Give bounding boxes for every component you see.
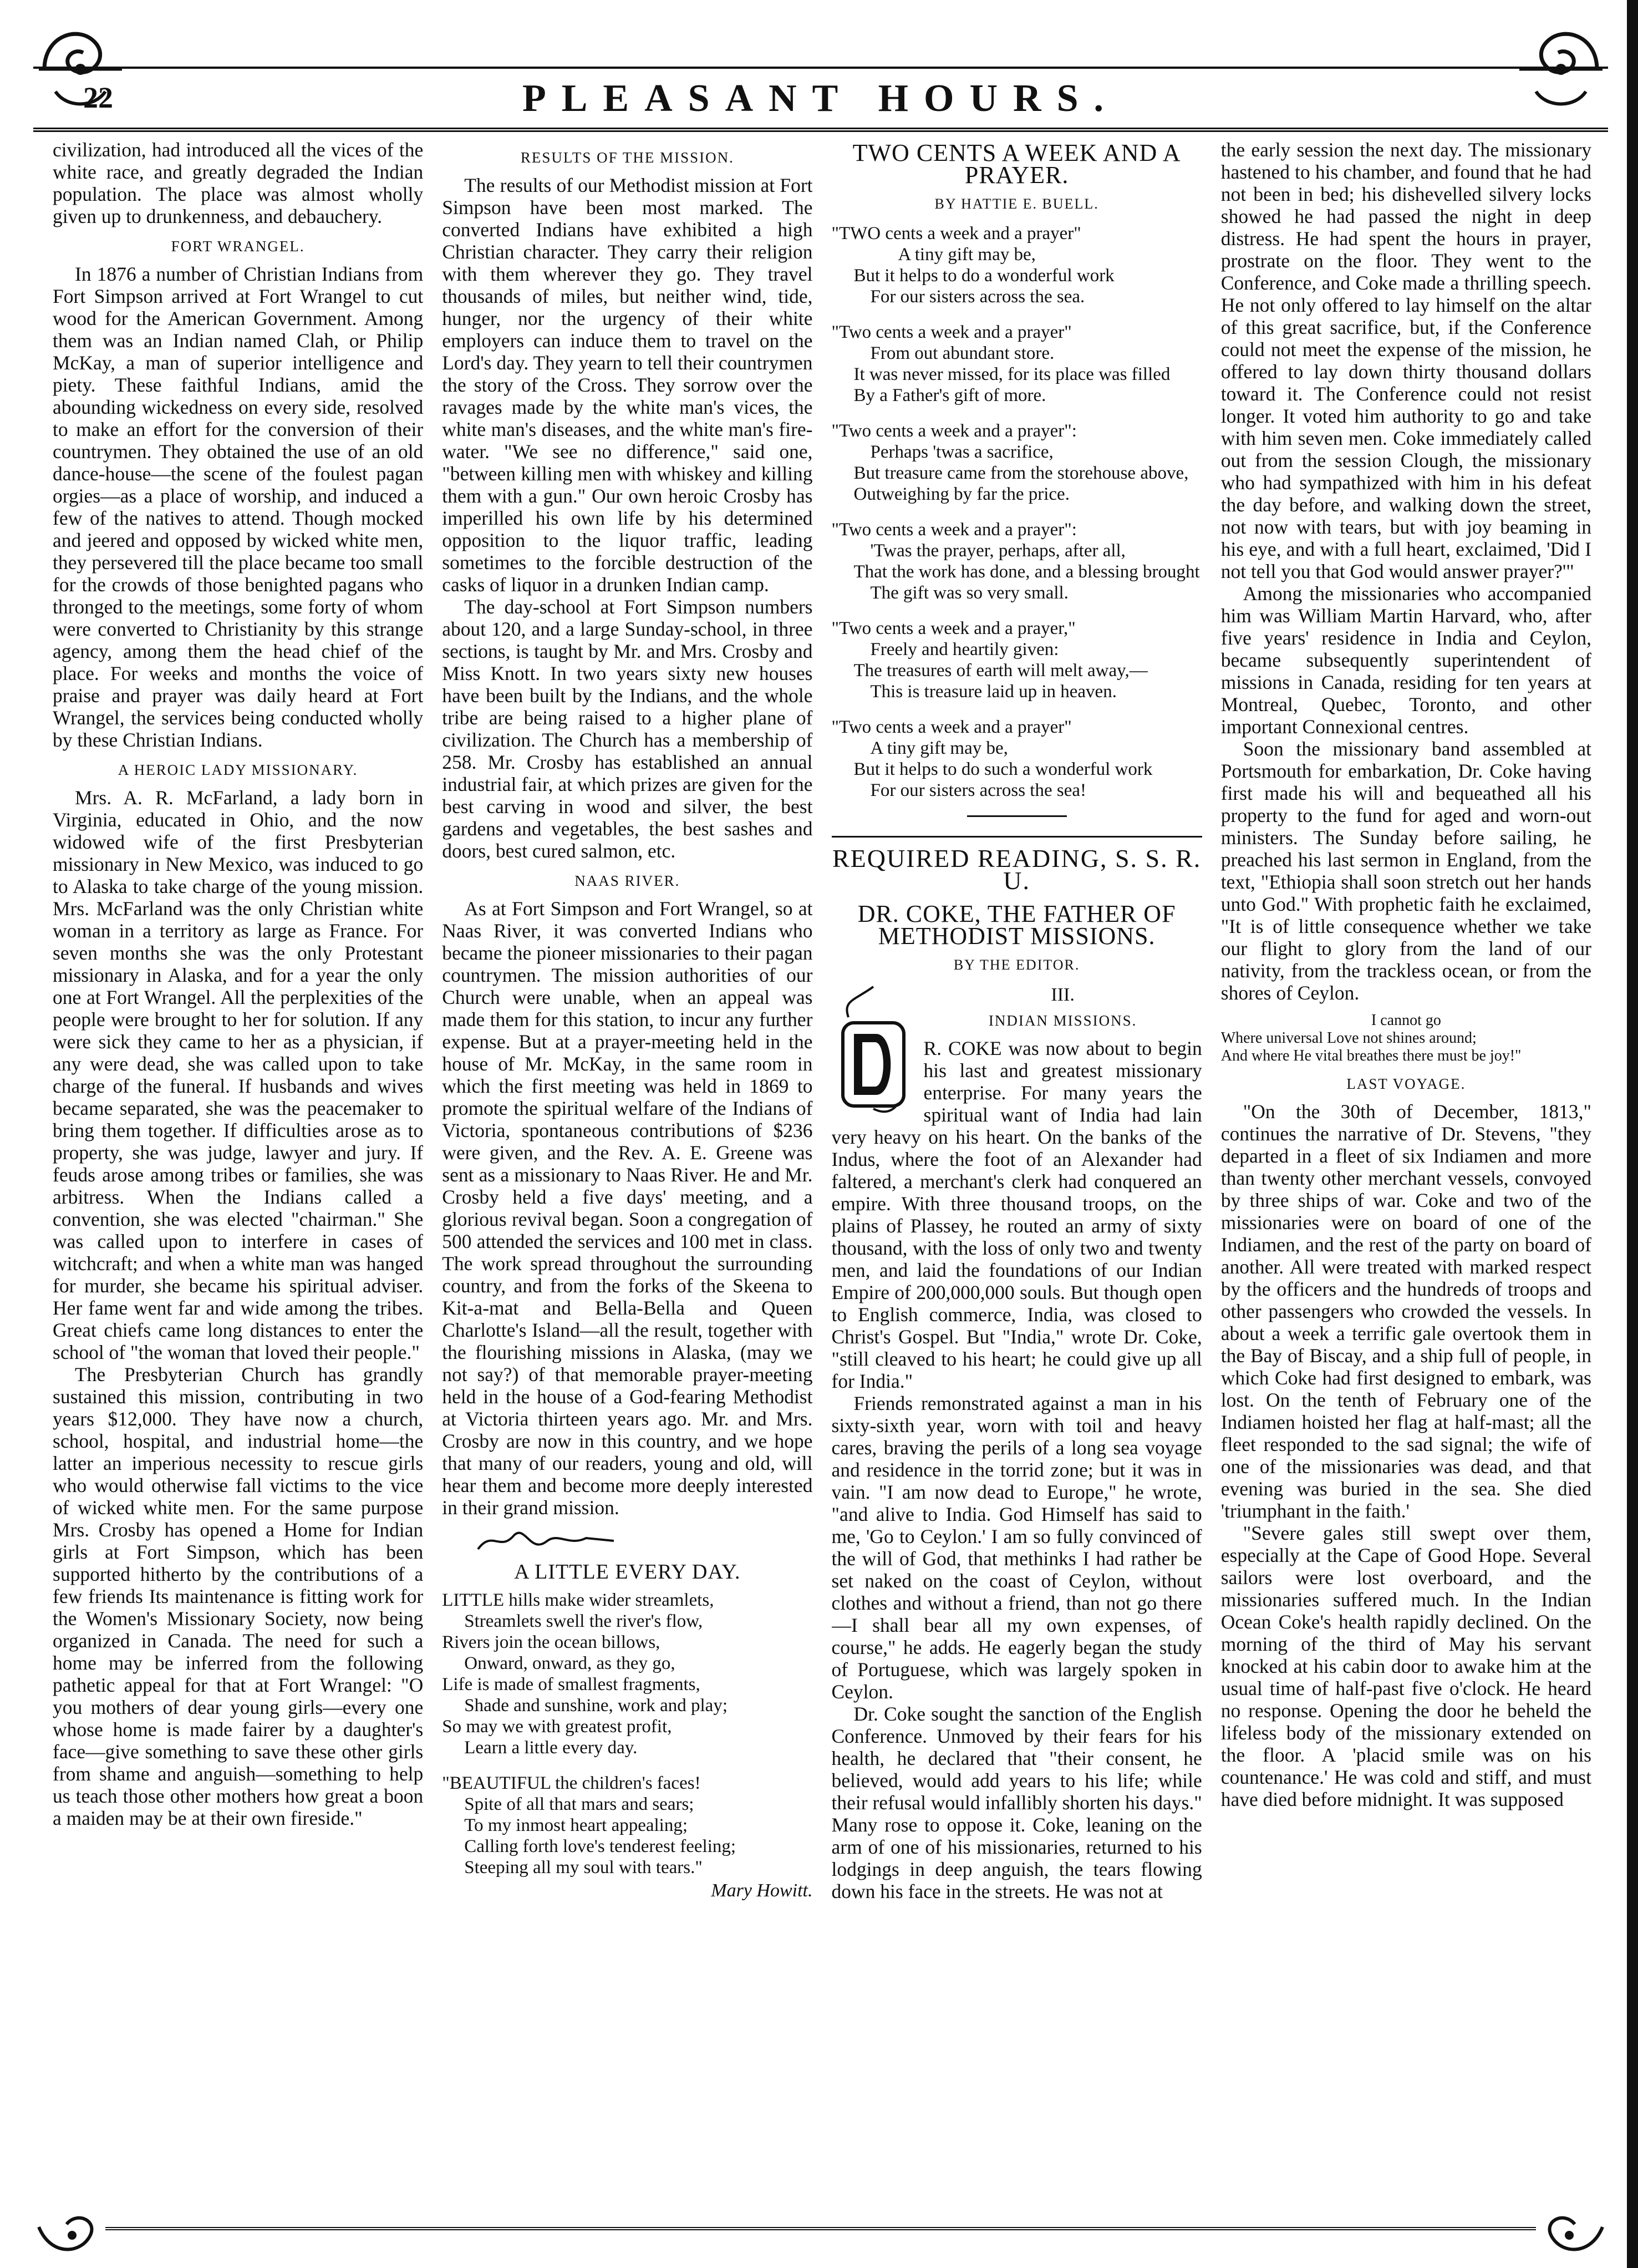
paragraph: "On the 30th of December, 1813," continues the narrative of Dr. Stevens, "they departed in a fleet of six Indiamen and more than twenty other merchant vessels, convoyed by three ships of war. Coke and two of the missionaries were on board of one of the Indiamen, and the rest of the party on board of another. All were treated with marked respect by the officers and the hundreds of troops and other passengers who crowded the vessels. In about a week a terrific gale overtook them in the Bay of Biscay, and a ship full of people, in which Coke had first designed to embark, was lost. On the tenth of February one of the Indiamen hoisted her flag at half-mast; all the fleet responded to the sad signal; the wife of one of the missionaries was dead, and that evening was buried in the sea. She died 'triumphant in the faith.'	[1220, 1100, 1591, 1522]
handwritten-mark-icon	[475, 1524, 619, 1557]
poem-title: TWO CENTS A WEEK AND A PRAYER.	[852, 139, 1181, 189]
quote-line: Where universal Love not shines around;	[1220, 1029, 1477, 1047]
paragraph: Friends remonstrated against a man in his sixty-sixth year, worn with toil and heavy cares, braving the perils of a long sea voyage and residence in the torrid zone; but it was in vain. "I am now dead to Europe," he wrote, "and alive to India. God Himself has said to me, 'Go to Ceylon.' I am so fully convinced of the will of God, that methinks I had rather be set naked on the coast of Ceylon, without clothes and without a friend, than not go there—I shall bear all my own expenses, of course," he adds. He eagerly began the study of Portuguese, which was largely spoken in Ceylon.	[831, 1392, 1202, 1703]
footer-rule	[105, 2227, 1536, 2230]
page-number: 22	[83, 81, 113, 114]
section-heading-heroic-lady: A HEROIC LADY MISSIONARY.	[118, 762, 358, 778]
paragraph: Among the missionaries who accompanied him was William Martin Harvard, who, after five years' residence in India and Ceylon, became subsequently superintendent of missions in Canada, residing for ten years at Montreal, Quebec, Toronto, and other important Connexional centres.	[1220, 582, 1591, 738]
paragraph: Dr. Coke sought the sanction of the English Conference. Unmoved by their fears for his health, he declared that "their consent, he believed, would add years to his life; while their refusal would infallibly shorten his days." Many rose to oppose it. Coke, leaning on the arm of one of his missionaries, returned to his lodgings in deep anguish, the tears flowing down his face in the streets. He was not at	[831, 1703, 1202, 1902]
verse-quote	[1221, 1012, 1591, 1065]
paragraph: "Severe gales still swept over them, especially at the Cape of Good Hope. Several sailors were lost overboard, and the missionaries suffered much. In the Indian Ocean Coke's health rapidly declined. On the morning of the third of May his servant knocked at his cabin door to awake him at the usual time of half-past five o'clock. He heard no response. Opening the door he beheld the lifeless body of the missionary extended on the floor. A 'placid smile was on his countenance.' He was cold and stiff, and must have died before midnight. It was supposed	[1220, 1522, 1591, 1810]
paragraph: The day-school at Fort Simpson numbers about 120, and a large Sunday-school, in three sections, is taught by Mr. and Mrs. Crosby and Miss Knott. In two years sixty new houses have been built by the Indians, and the whole tribe are being raised to a higher plane of civilization. The Church has a membership of 258. Mr. Crosby has established an annual industrial fair, at which prizes are given for the best carving in wood and silver, the best gardens and vegetables, the best sashes and doors, best cured salmon, etc.	[442, 596, 813, 862]
poem-line: Perhaps 'twas a sacrifice,	[870, 442, 1054, 462]
section-heading-fort-wrangel: FORT WRANGEL.	[171, 238, 305, 255]
paragraph: Mrs. A. R. McFarland, a lady born in Virginia, educated in Ohio, and the now widowed wife of the first Presbyterian missionary in New Mexico, was induced to go to Alaska to take charge of the young mission. Mrs. McFarland was the only Christian white woman in a territory as large as France. For seven months she was the only Protestant missionary in Alaska, and for a year the only one at Fort Wrangel. All the perplexities of the people were brought to her for solution. If any were sick they came to her as a physician, if any were dead, she was called upon to take charge of the funeral. If husbands and wives became separated, she was the peacemaker to bring them together. If difficulties arose as to property, she was judge, lawyer and jury. If feuds arose among tribes or families, she was arbitress. When the Indians called a convention, she was elected "chairman." She was called upon to interfere in cases of witchcraft; and when a white man was hanged for murder, she became his spiritual adviser. Her fame went far and wide among the tribes. Great chiefs came long distances to enter the school of "the woman that loved their people."	[53, 787, 424, 1363]
poem-line: To my inmost heart appealing;	[464, 1815, 688, 1835]
poem-line: Rivers join the ocean billows,	[442, 1632, 660, 1652]
corner-ornament-icon	[1514, 14, 1608, 119]
section-heading-naas-river: NAAS RIVER.	[574, 872, 680, 889]
column-2	[442, 139, 812, 2202]
poem-byline: BY HATTIE E. BUELL.	[934, 196, 1099, 212]
divider	[967, 815, 1067, 817]
stanza	[832, 519, 1202, 603]
article-title: DR. COKE, THE FATHER OF METHODIST MISSIONS.	[857, 900, 1176, 950]
poem-line: "BEAUTIFUL the children's faces!	[442, 1773, 701, 1793]
paragraph: The results of our Methodist mission at Fort Simpson have been most marked. The converted Indians have exhibited a high Christian character. They carry their religion with them wherever they go. They travel thousands of miles, but neither wind, tide, hunger, nor the urgency of their white employers can induce them to travel on the Lord's day. They yearn to tell their countrymen the story of the Cross. They sorrow over the ravages made by the white man's vices, the white man's diseases, and the white man's fire-water. "We see no difference," said one, "between killing men with whiskey and killing them with a gun." Our own heroic Crosby has imperilled his own life by his determined opposition to the liquor traffic, leading sometimes to the forcible destruction of the casks of liquor in a drunken Indian camp.	[442, 174, 813, 596]
poem-line: "Two cents a week and a prayer"	[831, 717, 1072, 737]
paragraph: civilizati⁠on, had introduced all the vices of the white race, and greatly degraded the Indian population. The place was almost wholly given up to drunkenness, and debauchery.	[53, 139, 424, 227]
poem-line: But it helps to do such a wonderful work	[853, 759, 1153, 779]
header-rule-bottom	[33, 128, 1608, 132]
column-3	[832, 139, 1202, 2202]
paragraph: In 1876 a number of Christian Indians from Fort Simpson arrived at Fort Wrangel to cut wood for the American Government. Among them was an Indian named Clah, or Philip McKay, a man of superior intelligence and piety. These faithful Indians, amid the abounding wickedness on every side, resolved to make an effort for the conversion of their countrymen. They obtained the use of an old dance-house—the scene of the foulest pagan orgies—as a place of worship, and induced a few of the natives to attend. Though mocked and jeered and opposed by wicked white men, they persevered till the place became too small for the crowds of those benighted pagans who thronged to the meetings, some forty of whom were converted to Christianity by this strange agency, among them the head chief of the place. For weeks and months the voice of praise and prayer was daily heard at Fort Wrangel, the services being conducted wholly by these Christian Indians.	[53, 263, 424, 751]
poem-line: Freely and heartily given:	[870, 640, 1059, 659]
poem-line: Spite of all that mars and sears;	[464, 1794, 694, 1814]
poem-title: A LITTLE EVERY DAY.	[514, 1560, 741, 1584]
poem-line: A tiny gift may be,	[870, 738, 1008, 758]
poem-line: LITTLE hills make wider streamlets,	[442, 1590, 714, 1610]
poem-line: But treasure came from the storehouse above,	[853, 463, 1189, 483]
paragraph: R. COKE was now about to begin his last and greatest missionary enterprise. For many years the spiritual want of India had lain very heavy on his heart. On the banks of the Indus, where the foot of an Alexander had faltered, a merchant's clerk had conquered an empire. With three thousand troops, on the plains of Plassey, he routed an army of sixty thousand, with the loss of only two and twenty men, and laid the foundations of our Indian Empire of 200,000,000 souls. But though open to English commerce, India, was closed to Christ's Gospel. But "India," wrote Dr. Coke, "still cleaved to his heart; he could give up all for India."	[831, 1037, 1202, 1392]
poem-line: But it helps to do a wonderful work	[853, 266, 1115, 286]
footer-ornament-icon	[33, 2210, 111, 2263]
stanza	[832, 618, 1202, 702]
paragraph: As at Fort Simpson and Fort Wrangel, so at Naas River, it was converted Indians who became the pioneer missionaries to their pagan countrymen. The mission authorities of our Church were unable, when an appeal was made them for this station, to incur any further expense. But at a prayer-meeting held in the house of Mr. McKay, in the same room in which the first meeting was held in 1869 to promote the spiritual welfare of the Indians of Victoria, spontaneous contributions of $236 were given, and the Rev. A. E. Greene was sent as a missionary to Naas River. He and Mr. Crosby held a five days' meeting, and a glorious revival began. Soon a congregation of 500 attended the services and 100 met in class. The work spread throughout the surrounding country, and from the forks of the Skeena to Kit-a-mat and Bella-Bella and Queen Charlotte's Island—all the result, together with the flourishing missions in Alaska, (may we not say?) of that memorable prayer-meeting held in the house of a God-fearing Methodist at Victoria thirteen years ago. Mr. and Mrs. Crosby are now in this country, and we hope that many of our readers, young and old, will hear them and become more deeply interested in their grand mission.	[442, 897, 813, 1519]
poem	[442, 1590, 812, 1758]
column-4	[1221, 139, 1591, 2202]
section-heading-indian-missions: INDIAN MISSIONS.	[988, 1012, 1137, 1029]
poem-line: So may we with greatest profit,	[442, 1717, 672, 1737]
poem-line: "Two cents a week and a prayer,"	[831, 618, 1076, 638]
poem-line: For our sisters across the sea.	[870, 287, 1085, 307]
article-byline: BY THE EDITOR.	[953, 957, 1080, 973]
page-footer	[33, 2210, 1608, 2266]
poem-line: Shade and sunshine, work and play;	[464, 1696, 728, 1716]
footer-ornament-icon	[1530, 2210, 1608, 2263]
paragraph: Soon the missionary band assembled at Portsmouth for embarkation, Dr. Coke having first made his will and bequeathed all his property to the fund for aged and worn-out ministers. The Sunday before sailing, he preached his last sermon in England, from the text, "Ethiopia shall soon stretch out her hands unto God." With prophetic faith he exclaimed, "It is of little consequence whether we take our flight to glory from the land of our nativity, from the trackless ocean, or from the shores of Ceylon.	[1220, 738, 1591, 1004]
required-reading-heading: REQUIRED READING, S. S. R. U.	[832, 836, 1202, 892]
poem-line: "Two cents a week and a prayer":	[831, 421, 1077, 441]
poem-line: The gift was so very small.	[870, 583, 1069, 603]
page-edge	[1627, 0, 1638, 2268]
poem-line: "Two cents a week and a prayer"	[831, 322, 1072, 342]
page-header	[33, 11, 1608, 122]
header-rule-top	[33, 67, 1608, 69]
section-heading-last-voyage: LAST VOYAGE.	[1346, 1075, 1466, 1092]
paragraph: The Presbyterian Church has grandly sustained this mission, contributing in two years $12,000. They have now a church, school, hospital, and industrial home—the latter an imperious necessity to rescue girls who would otherwise fall victims to the vice of wicked white men. For the same purpose Mrs. Crosby has opened a Home for Indian girls at Fort Simpson, which has been supported hitherto by the contributions of a few friends Its maintenance is fitting work for the Women's Missionary Society, now being organized in Canada. The need for such a home may be inferred from the following pathetic appeal for that at Fort Wrangel: "O you mothers of dear young girls—every one whose home is made fairer by a daughter's face—give something to save these other girls from shame and anguish—something to help us teach those other mothers how great a boon a maiden may be at their own fireside."	[53, 1363, 424, 1829]
poem-line: 'Twas the prayer, perhaps, after all,	[870, 541, 1126, 561]
poem-line: Steeping all my soul with tears."	[464, 1858, 703, 1878]
poem-line: Streamlets swell the river's flow,	[464, 1611, 703, 1631]
poem-line: The treasures of earth will melt away,—	[853, 661, 1148, 681]
poem-line: This is treasure laid up in heaven.	[870, 682, 1117, 702]
poem-line: Life is made of smallest fragments,	[442, 1675, 700, 1694]
stanza	[832, 223, 1202, 307]
poem-line: Calling forth love's tenderest feeling;	[464, 1836, 736, 1856]
poem-line: For our sisters across the sea!	[870, 780, 1086, 800]
poem-line: "TWO cents a week and a prayer"	[831, 224, 1081, 243]
poem-quote	[442, 1773, 812, 1901]
quote-line: I cannot go	[1371, 1012, 1441, 1029]
column-1	[53, 139, 423, 2202]
section-heading-results: RESULTS OF THE MISSION.	[520, 149, 734, 166]
poem-line: Onward, onward, as they go,	[464, 1653, 675, 1673]
poem-line: Outweighing by far the price.	[853, 484, 1070, 504]
poem-line: "Two cents a week and a prayer":	[831, 520, 1077, 540]
ornamental-drop-cap-d-icon	[832, 984, 915, 1117]
quote-line: And where He vital breathes there must be joy!"	[1220, 1047, 1522, 1064]
poem-line: By a Father's gift of more.	[853, 385, 1046, 405]
poem-line: That the work has done, and a blessing brought	[853, 562, 1200, 582]
paragraph: the early session the next day. The missionary hastened to his chamber, and found that he had not been in bed; his dishevelled silvery locks showed he had passed the night in deep distress. He had spent the hours in prayer, prostrate on the floor. They went to the Conference, and Coke made a thrilling speech. He not only offered to lay himself on the altar of this great sacrifice, but, if the Conference could not meet the expense of the mission, he offered to lay down thirty thousand dollars toward it. The Conference could not resist longer. It voted him authority to go and take with him seven men. Coke immediately called out from the session Clough, the missionary who had sympathized with him in his defeat the day before, and walking down the street, not now with tears, but with joy beaming in his eye, and with a full heart, exclaimed, 'Did I not tell you that God would answer prayer?'"	[1220, 139, 1591, 582]
section-number: III.	[1051, 985, 1075, 1005]
poem-line: It was never missed, for its place was filled	[853, 364, 1171, 384]
poem-line: A tiny gift may be,	[898, 245, 1036, 265]
stanza	[832, 322, 1202, 406]
poem-author: Mary Howitt.	[711, 1880, 813, 1901]
poem-line: From out abundant store.	[870, 343, 1055, 363]
poem-line: Learn a little every day.	[464, 1738, 638, 1758]
stanza	[832, 420, 1202, 505]
stanza	[832, 717, 1202, 801]
masthead-title: PLEASANT HOURS.	[522, 77, 1120, 120]
article-columns	[53, 139, 1591, 2202]
